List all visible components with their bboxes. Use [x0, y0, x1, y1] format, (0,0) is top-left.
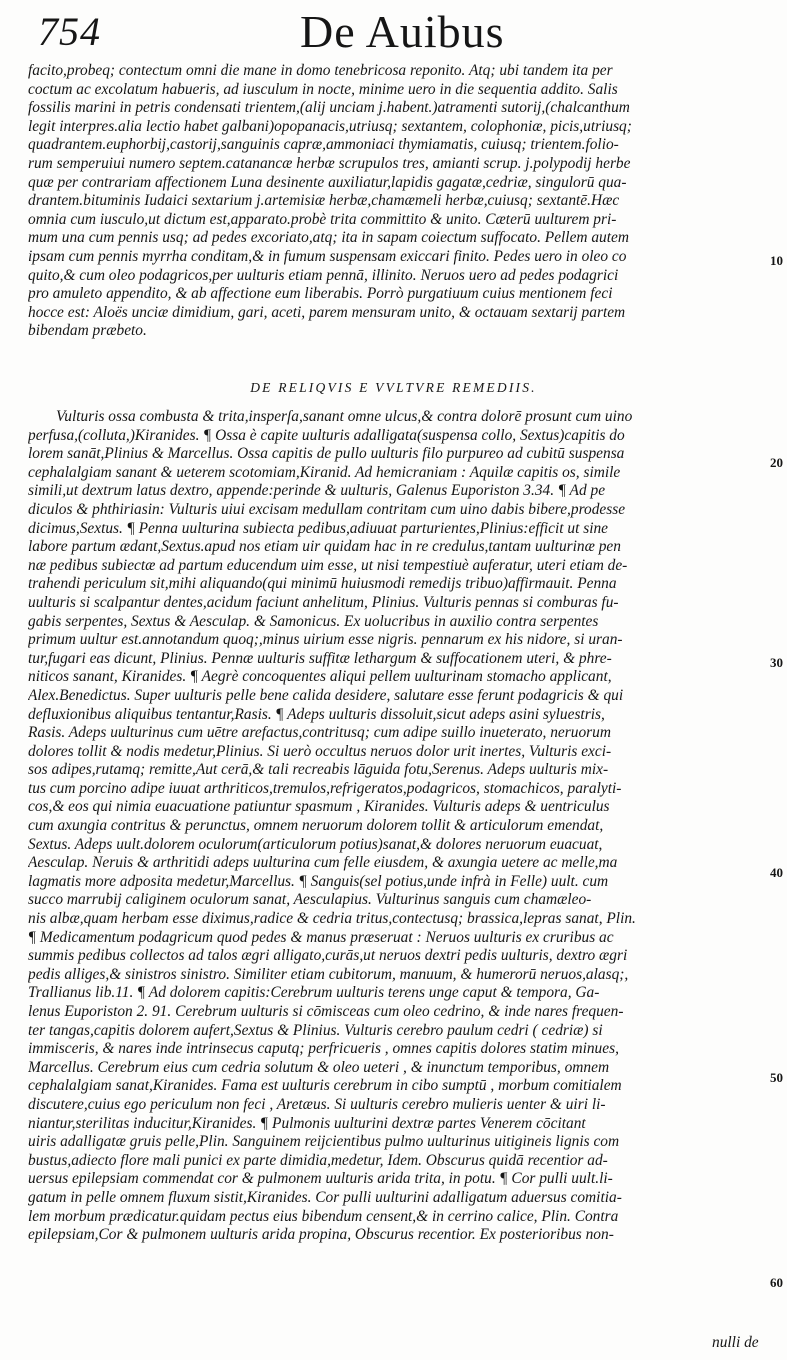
text-line: lagmatis more adposita medetur,Marcellus. ¶ Sanguis(sel potius,unde infrà in Felle) uult. cum — [28, 872, 609, 890]
margin-line-number: 30 — [770, 655, 783, 670]
section-heading: DE RELIQVIS E VVLTVRE REMEDIIS. — [250, 380, 537, 395]
text-line — [28, 1245, 768, 1264]
text-line: Aesculap. Neruis & arthritidi adeps uulturina cum felle eiusdem, & axungia uetere ac melle,ma — [28, 854, 618, 872]
text-line: rum semperuiui numero septem.catanancæ herbæ scrupulos tres, amianti scrup. j.polypodij herbe — [28, 154, 631, 172]
text-line: trahendi periculum sit,mihi aliquando(qui minimū huiusmodi remedijs tribuo)affirmauit. Penna — [28, 575, 617, 593]
text-line: cos,& eos qui nimia euacuatione patiuntur spasmum , Kiranides. Vulturis adeps & uentriculus — [28, 798, 610, 816]
text-line: sos adipes,rutamq; remitte,Aut cerā,& tali recreabis lāguida fotu,Serenus. Adeps uulturis mix- — [28, 761, 609, 779]
margin-line-number: 60 — [770, 1275, 783, 1290]
text-line: Vulturis ossa combusta & trita,insperſa,sanant omne ulcus,& contra dolorē prosunt cum uino — [56, 408, 633, 425]
text-line: hocce est: Aloës unciæ dimidium, gari, aceti, parem mensuram unito, & octauam sextarij partem — [28, 303, 626, 321]
text-line: uulturis si scalpantur dentes,acidum faciunt anhelitum, Plinius. Vulturis pennas si comburas fu- — [28, 593, 619, 611]
text-line: succo marrubij caliginem oculorum sanat, Aesculapius. Vulturinus sanguis cum chamæleo- — [28, 891, 592, 909]
text-line: cum axungia contritus & perunctus, omnem neruorum dolorem tollit & articulorum emendat, — [28, 817, 604, 835]
text-line: coctum ac excolatum habueris, ad iusculum in nocte, minime uero in die sequentia addito. Salis — [28, 80, 618, 98]
text-line: niantur,sterilitas inducitur,Kiranides. ¶ Pulmonis uulturini dextræ partes Venerem cōcitant — [28, 1114, 586, 1132]
text-line: pro amuleto appendito, & ab affectione eum liberabis. Porrò purgatiuum cuius mentionem feci — [28, 285, 613, 303]
text-line: bibendam præbeto. — [28, 322, 147, 340]
margin-line-number: 50 — [770, 1070, 783, 1085]
text-line: Marcellus. Cerebrum eius cum cedria solutum & oleo ueteri , & inunctum temporibus, omnem — [28, 1058, 610, 1076]
text-line: discutere,cuius ego periculum non feci , Aretæus. Si uulturis cerebro mulieris uenter & uiri li- — [28, 1095, 606, 1113]
text-line: uersus epilepsiam commendat cor & pulmonem uulturis arida trita, in potu. ¶ Cor pulli uult.li- — [28, 1170, 613, 1188]
text-line: facito,probeq; contectum omni die mane in domo tenebricosa reponito. Atq; ubi tandem ita per — [28, 62, 613, 79]
page-header — [0, 6, 787, 66]
text-line: dolores tollit & nodis medetur,Plinius. Si uerò occultus neruos dolor urit inertes, Vulturis exci- — [28, 742, 612, 760]
text-line: uiris adalligatæ gruis pelle,Plin. Sanguinem reijcientibus pulmo uulturinus uitigineis lignis com — [28, 1133, 620, 1151]
text-block-remedies — [28, 408, 768, 1263]
text-line: lorem sanāt,Plinius & Marcellus. Ossa capitis de pullo uulturis filo purpureo ad cubitū suspensa — [28, 445, 625, 463]
text-line: quito,& cum oleo podagricos,per uulturis etiam pennā, illinito. Neruos uero ad pedes podagrici — [28, 266, 619, 284]
text-block-opening — [28, 62, 768, 341]
text-line: summis pedibus collectos ad talos ægri alligato,curās,ut neruos dextri pedis uulturis, dextro ægri — [28, 947, 628, 965]
text-line: quæ per contrariam affectionem Luna desinente auxiliatur,lapidis gagatæ,cedriæ, singulorū qua- — [28, 173, 627, 191]
running-title: De Auibus — [300, 6, 505, 57]
text-line: lenus Euporiston 2. 91. Cerebrum uulturis si cōmisceas cum oleo cedrino, & inde nares frequen- — [28, 1003, 624, 1020]
text-line: perfusa,(colluta,)Kiranides. ¶ Ossa è capite uulturis adalligata(suspensa collo, Sextus)capitis do — [28, 426, 625, 444]
text-line: fossilis marini in petris condensati trientem,(alij unciam j.habent.)atramenti sutorij,(chalcanthum — [28, 99, 630, 117]
text-line: epilepsiam,Cor & pulmonem uulturis arida propina, Obscurus recentior. Ex posterioribus non- — [28, 1226, 614, 1244]
text-line: ipsam cum pennis myrrha conditam,& in fumum suspensam exiccari finito. Pedes uero in oleo co — [28, 247, 627, 265]
text-line: gatum in pelle omnem fluxum sistit,Kiranides. Cor pulli uulturini adalligatum aduersus comitia- — [28, 1188, 622, 1206]
text-line: Sextus. Adeps uult.dolorem oculorum(articulorum potius)sanat,& dolores neruorum euacuat, — [28, 835, 603, 853]
text-line: dicimus,Sextus. ¶ Penna uulturina subiecta pedibus,adiuuat parturientes,Plinius:efficit ut sine — [28, 519, 609, 537]
text-line: cephalalgiam sanat,Kiranides. Fama est uulturis cerebrum in cibo sumptū , morbum comitialem — [28, 1077, 622, 1095]
text-line: diculos & phthiriasin: Vulturis uiui excisam medullam contritam cum uino dabis bibere,prodesse — [28, 500, 626, 518]
text-line: quadrantem.euphorbij,castorij,sanguinis capræ,ammoniaci thymiamatis, cuiusq; trientem.folio- — [28, 136, 619, 154]
text-line: drantem.bituminis Iudaici sextarium j.artemisiæ herbæ,chamæmeli herbæ,cuiusq; sextantē.Hæc — [28, 192, 620, 210]
text-line: tus cum porcino adipe iuuat arthriticos,tremulos,refrigeratos,podagricos, stomachicos, paralyti- — [28, 779, 622, 797]
text-line: simili,ut dextrum latus dextro, appende:perinde & uulturis, Galenus Euporiston 3.34. ¶ Ad pe — [28, 482, 606, 500]
margin-line-number: 10 — [770, 253, 783, 268]
page-number: 754 — [38, 9, 101, 54]
text-line: immisceris, & nares inde intrinsecus caputq; perfricueris , omnes capitis dolores statim minues, — [28, 1040, 619, 1058]
text-line: ¶ Medicamentum podagricum quod pedes & manus præseruat : Neruos uulturis ex cruribus ac — [28, 928, 614, 946]
text-line: lem morbum prædicatur.quidam pectus eius bibendum censent,& in cerrino calice, Plin. Contra — [28, 1207, 619, 1225]
text-line: næ pedibus subiectæ ad partum educendum uim esse, ut nisi tempestiuè auferatur, uteri etiam de- — [28, 556, 628, 574]
text-line: pedis alliges,& sinistros sinistro. Similiter etiam cubitorum, manuum, & humerorū neruos,alasq;, — [28, 965, 629, 983]
catchword: nulli de — [712, 1334, 759, 1351]
text-line: defluxionibus aliquibus tentantur,Rasis. ¶ Adeps uulturis dissoluit,sicut adeps asini syluestris, — [28, 705, 605, 723]
margin-line-number: 20 — [770, 455, 783, 470]
text-line: gabis serpentes, Sextus & Aesculap. & Samonicus. Ex uolucribus in auxilio contra serpentes — [28, 612, 599, 630]
text-line: mum una cum pennis usq; ad pedes excoriato,atq; ita in sapam coiectum suffocato. Pellem autem — [28, 229, 629, 247]
text-line: tur,fugari eas dicunt, Plinius. Pennæ uulturis suffitæ lethargum & suffocationem uteri, & phre- — [28, 649, 612, 667]
margin-line-number: 40 — [770, 865, 783, 880]
text-line: primum uultur est.annotandum quoq;,minus uirium esse nigris. pennarum ex his nidore, si uran- — [28, 631, 623, 649]
text-line: omnia cum iusculo,ut dictum est,apparato.probè trita committito & unito. Cæterū uulturem pri- — [28, 210, 617, 228]
text-line: niticos sanant, Kiranides. ¶ Aegrè concoquentes aliqui pellem uulturinam stomacho applicant, — [28, 668, 612, 686]
text-line: cephalalgiam sanant & ueterem scotomiam,Kiranid. Ad hemicraniam : Aquilæ capitis os, simile — [28, 463, 621, 481]
text-line: Alex.Benedictus. Super uulturis pelle bene calida desidere, salutare esse ferunt podagricis & qui — [28, 686, 624, 704]
text-line: labore partum ædant,Sextus.apud nos etiam uir quidam hac in re credulus,tantam uulturinæ pen — [28, 538, 621, 556]
text-line: ter tangas,capitis dolorem aufert,Sextus & Plinius. Vulturis cerebro paulum cedri ( cedriæ) si — [28, 1021, 603, 1039]
text-line: bustus,adiecto flore mali punici ex parte dimidia,medetur, Idem. Obscurus quidā recentior ad- — [28, 1151, 608, 1169]
text-line: nis albæ,quam herbam esse diximus,radice & cedria tritus,contectusq; brassica,lepras sanat, Plin. — [28, 910, 636, 928]
text-line: Trallianus lib.11. ¶ Ad dolorem capitis:Cerebrum uulturis terens unge caput & tempora, Ga- — [28, 984, 600, 1002]
text-line: legit interpres.alia lectio habet galbani)opopanacis,utriusq; sextantem, colophoniæ, picis,utriusq; — [28, 117, 632, 135]
text-line: Rasis. Adeps uulturinus cum uētre arefactus,contritusq; cum adipe suillo inueterato, neruorum — [28, 724, 611, 742]
